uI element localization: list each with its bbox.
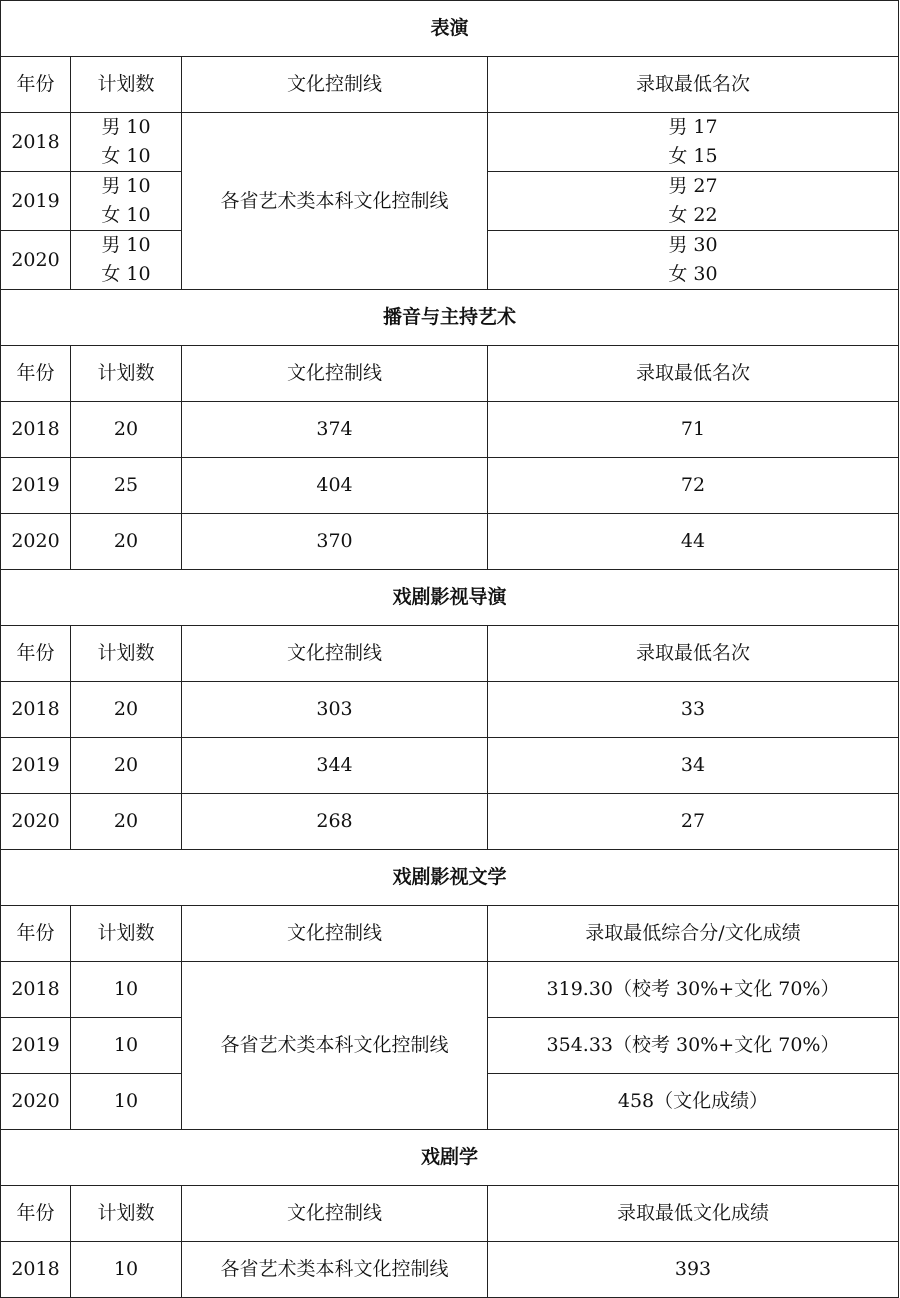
score-cell: 458（文化成绩） bbox=[488, 1074, 899, 1130]
plan-cell: 20 bbox=[71, 794, 182, 850]
year-cell: 2018 bbox=[1, 402, 71, 458]
section-title: 表演 bbox=[1, 1, 899, 57]
header-rank: 录取最低名次 bbox=[488, 346, 899, 402]
table-row bbox=[1, 402, 899, 458]
plan-male: 男 10 bbox=[101, 116, 151, 138]
plan-cell: 20 bbox=[71, 682, 182, 738]
year-cell: 2019 bbox=[1, 172, 71, 231]
section-title: 播音与主持艺术 bbox=[1, 290, 899, 346]
plan-female: 女 10 bbox=[101, 204, 151, 226]
plan-cell: 20 bbox=[71, 514, 182, 570]
table-row bbox=[1, 682, 899, 738]
header-control: 文化控制线 bbox=[182, 346, 488, 402]
plan-cell: 10 bbox=[71, 1074, 182, 1130]
header-year: 年份 bbox=[1, 346, 71, 402]
section-title: 戏剧影视导演 bbox=[1, 570, 899, 626]
table-row bbox=[1, 113, 899, 172]
year-cell: 2018 bbox=[1, 113, 71, 172]
rank-female: 女 30 bbox=[668, 263, 718, 285]
header-plan: 计划数 bbox=[71, 346, 182, 402]
section-title-row bbox=[1, 570, 899, 626]
score-cell: 319.30（校考 30%+文化 70%） bbox=[488, 962, 899, 1018]
header-combined-score: 录取最低综合分/文化成绩 bbox=[488, 906, 899, 962]
score-cell: 354.33（校考 30%+文化 70%） bbox=[488, 1018, 899, 1074]
control-merged-cell: 各省艺术类本科文化控制线 bbox=[182, 113, 488, 290]
header-plan: 计划数 bbox=[71, 1186, 182, 1242]
control-cell: 370 bbox=[182, 514, 488, 570]
rank-male: 男 27 bbox=[668, 175, 718, 197]
header-plan: 计划数 bbox=[71, 626, 182, 682]
header-row bbox=[1, 346, 899, 402]
year-cell: 2020 bbox=[1, 231, 71, 290]
plan-female: 女 10 bbox=[101, 263, 151, 285]
plan-cell: 20 bbox=[71, 402, 182, 458]
table-row bbox=[1, 794, 899, 850]
plan-cell bbox=[71, 172, 182, 231]
control-cell: 374 bbox=[182, 402, 488, 458]
header-row bbox=[1, 1186, 899, 1242]
table-row bbox=[1, 738, 899, 794]
year-cell: 2019 bbox=[1, 1018, 71, 1074]
rank-cell: 34 bbox=[488, 738, 899, 794]
control-cell: 303 bbox=[182, 682, 488, 738]
plan-male: 男 10 bbox=[101, 175, 151, 197]
rank-cell bbox=[488, 172, 899, 231]
plan-cell: 10 bbox=[71, 962, 182, 1018]
header-plan: 计划数 bbox=[71, 57, 182, 113]
header-year: 年份 bbox=[1, 906, 71, 962]
year-cell: 2018 bbox=[1, 962, 71, 1018]
header-year: 年份 bbox=[1, 626, 71, 682]
header-rank: 录取最低名次 bbox=[488, 57, 899, 113]
year-cell: 2018 bbox=[1, 682, 71, 738]
table-row bbox=[1, 962, 899, 1018]
table-row bbox=[1, 1242, 899, 1298]
year-cell: 2020 bbox=[1, 514, 71, 570]
rank-cell bbox=[488, 113, 899, 172]
plan-male: 男 10 bbox=[101, 234, 151, 256]
rank-female: 女 15 bbox=[668, 145, 718, 167]
section-title-row bbox=[1, 1, 899, 57]
header-year: 年份 bbox=[1, 57, 71, 113]
rank-cell: 33 bbox=[488, 682, 899, 738]
header-year: 年份 bbox=[1, 1186, 71, 1242]
header-row bbox=[1, 626, 899, 682]
header-control: 文化控制线 bbox=[182, 57, 488, 113]
header-rank: 录取最低名次 bbox=[488, 626, 899, 682]
year-cell: 2018 bbox=[1, 1242, 71, 1298]
rank-cell: 72 bbox=[488, 458, 899, 514]
header-control: 文化控制线 bbox=[182, 626, 488, 682]
rank-cell bbox=[488, 231, 899, 290]
plan-female: 女 10 bbox=[101, 145, 151, 167]
plan-cell bbox=[71, 113, 182, 172]
rank-cell: 44 bbox=[488, 514, 899, 570]
table-row bbox=[1, 458, 899, 514]
section-title: 戏剧学 bbox=[1, 1130, 899, 1186]
year-cell: 2020 bbox=[1, 794, 71, 850]
header-row bbox=[1, 906, 899, 962]
rank-cell: 71 bbox=[488, 402, 899, 458]
control-cell: 344 bbox=[182, 738, 488, 794]
rank-male: 男 30 bbox=[668, 234, 718, 256]
plan-cell: 20 bbox=[71, 738, 182, 794]
section-title-row bbox=[1, 1130, 899, 1186]
table-row bbox=[1, 514, 899, 570]
year-cell: 2020 bbox=[1, 1074, 71, 1130]
plan-cell: 10 bbox=[71, 1242, 182, 1298]
header-control: 文化控制线 bbox=[182, 1186, 488, 1242]
control-merged-cell: 各省艺术类本科文化控制线 bbox=[182, 962, 488, 1130]
header-plan: 计划数 bbox=[71, 906, 182, 962]
year-cell: 2019 bbox=[1, 738, 71, 794]
rank-cell: 27 bbox=[488, 794, 899, 850]
rank-male: 男 17 bbox=[668, 116, 718, 138]
plan-cell: 25 bbox=[71, 458, 182, 514]
control-cell: 404 bbox=[182, 458, 488, 514]
header-culture-score: 录取最低文化成绩 bbox=[488, 1186, 899, 1242]
control-cell: 268 bbox=[182, 794, 488, 850]
score-cell: 393 bbox=[488, 1242, 899, 1298]
plan-cell bbox=[71, 231, 182, 290]
rank-female: 女 22 bbox=[668, 204, 718, 226]
control-cell: 各省艺术类本科文化控制线 bbox=[182, 1242, 488, 1298]
year-cell: 2019 bbox=[1, 458, 71, 514]
header-control: 文化控制线 bbox=[182, 906, 488, 962]
section-title-row bbox=[1, 850, 899, 906]
section-title: 戏剧影视文学 bbox=[1, 850, 899, 906]
header-row bbox=[1, 57, 899, 113]
plan-cell: 10 bbox=[71, 1018, 182, 1074]
section-title-row bbox=[1, 290, 899, 346]
